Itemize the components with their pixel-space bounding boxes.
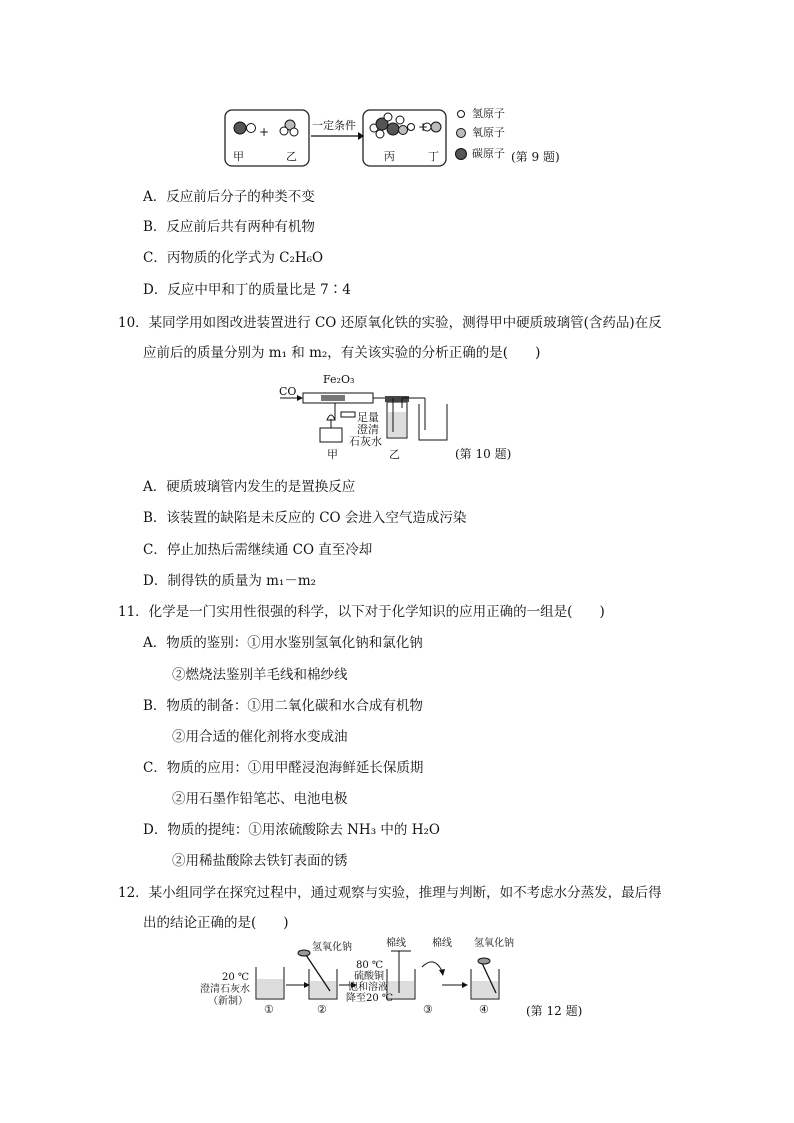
q9-option-c: C．丙物质的化学式为 C₂H₆O xyxy=(143,250,324,266)
label-jia: 甲 xyxy=(233,150,244,163)
q11-stem: 11．化学是一门实用性很强的科学，以下对于化学知识的应用正确的一组是( ) xyxy=(118,604,605,620)
q9-option-a: A．反应前后分子的种类不变 xyxy=(143,189,315,205)
q12-stem-line1: 12．某小组同学在探究过程中，通过观察与实验，推理与判断，如不考虑水分蒸发，最后得 xyxy=(118,885,662,901)
beaker-num-4: ④ xyxy=(479,1003,489,1016)
q10-stem-line2: 应前后的质量分别为 m₁ 和 m₂，有关该实验的分析正确的是( ) xyxy=(143,345,541,361)
q10-option-a: A．硬质玻璃管内发生的是置换反应 xyxy=(143,479,356,495)
thread-label-2: 棉线 xyxy=(432,938,452,949)
q10-figure xyxy=(275,370,525,465)
beaker3-solution: 饱和溶液 xyxy=(348,982,388,993)
label-co: CO xyxy=(279,385,297,398)
label-yi: 乙 xyxy=(286,150,297,163)
q11-option-b-1: B．物质的制备：①用二氧化碳和水合成有机物 xyxy=(143,698,423,714)
naoh-label-2: 氢氧化钠 xyxy=(474,938,514,949)
q11-option-d-2: ②用稀盐酸除去铁钉表面的锈 xyxy=(172,853,348,869)
q10-option-b: B．该装置的缺陷是未反应的 CO 会进入空气造成污染 xyxy=(143,510,467,526)
figure-caption: (第 12 题) xyxy=(526,1004,583,1018)
legend-carbon: 碳原子 xyxy=(472,147,505,160)
plus-sign-2: + xyxy=(418,120,429,134)
q11-option-c-1: C．物质的应用：①用甲醛浸泡海鲜延长保质期 xyxy=(143,760,424,776)
beaker1-label: 澄清石灰水 xyxy=(200,984,250,995)
beaker-num-2: ② xyxy=(317,1003,327,1016)
q10-stem-line1: 10．某同学用如图改进装置进行 CO 还原氧化铁的实验，测得甲中硬质玻璃管(含药品)在反 xyxy=(118,315,662,331)
q11-option-b-2: ②用合适的催化剂将水变成油 xyxy=(172,729,348,745)
beaker3-temp: 80 ℃ xyxy=(356,960,384,971)
beaker-num-1: ① xyxy=(264,1003,274,1016)
legend-oxygen: 氧原子 xyxy=(472,126,505,139)
label-ding: 丁 xyxy=(428,150,439,163)
q9-figure xyxy=(222,104,562,170)
arrow-condition-label: 一定条件 xyxy=(312,119,356,132)
q11-option-a-2: ②燃烧法鉴别羊毛线和棉纱线 xyxy=(172,667,348,683)
beaker3-cool: 降至20 ℃ xyxy=(346,993,394,1004)
legend-hydrogen: 氢原子 xyxy=(472,107,505,120)
beaker-num-3: ③ xyxy=(423,1003,433,1016)
figure-caption: (第 10 题) xyxy=(455,447,512,461)
beaker1-temp: 20 ℃ xyxy=(222,972,250,983)
q9-option-b: B．反应前后共有两种有机物 xyxy=(143,219,315,235)
plus-sign: + xyxy=(259,125,270,139)
q10-option-d: D．制得铁的质量为 m₁－m₂ xyxy=(143,573,317,589)
q12-figure xyxy=(196,937,596,1022)
q12-stem-line2: 出的结论正确的是( ) xyxy=(143,915,289,931)
label-jia: 甲 xyxy=(327,448,338,461)
q11-option-a-1: A．物质的鉴别：①用水鉴别氢氧化钠和氯化钠 xyxy=(143,635,423,651)
q11-option-d-1: D．物质的提纯：①用浓硫酸除去 NH₃ 中的 H₂O xyxy=(143,822,440,838)
beaker1-note: （新制） xyxy=(208,996,248,1007)
label-fe2o3: Fe₂O₃ xyxy=(323,373,355,386)
q10-option-c: C．停止加热后需继续通 CO 直至冷却 xyxy=(143,542,373,558)
beaker3-solute: 硫酸铜 xyxy=(354,971,384,982)
label-yi: 乙 xyxy=(389,448,400,461)
limewater-line1: 足量 xyxy=(357,411,379,424)
limewater-line3: 石灰水 xyxy=(349,435,382,448)
thread-label-1: 棉线 xyxy=(386,938,406,949)
q11-option-c-2: ②用石墨作铅笔芯、电池电极 xyxy=(172,791,348,807)
naoh-label-1: 氢氧化钠 xyxy=(312,942,352,953)
label-bing: 丙 xyxy=(384,150,395,163)
limewater-line2: 澄清 xyxy=(357,423,379,436)
q9-option-d: D．反应中甲和丁的质量比是 7∶4 xyxy=(143,282,351,298)
figure-caption: (第 9 题) xyxy=(511,150,560,164)
